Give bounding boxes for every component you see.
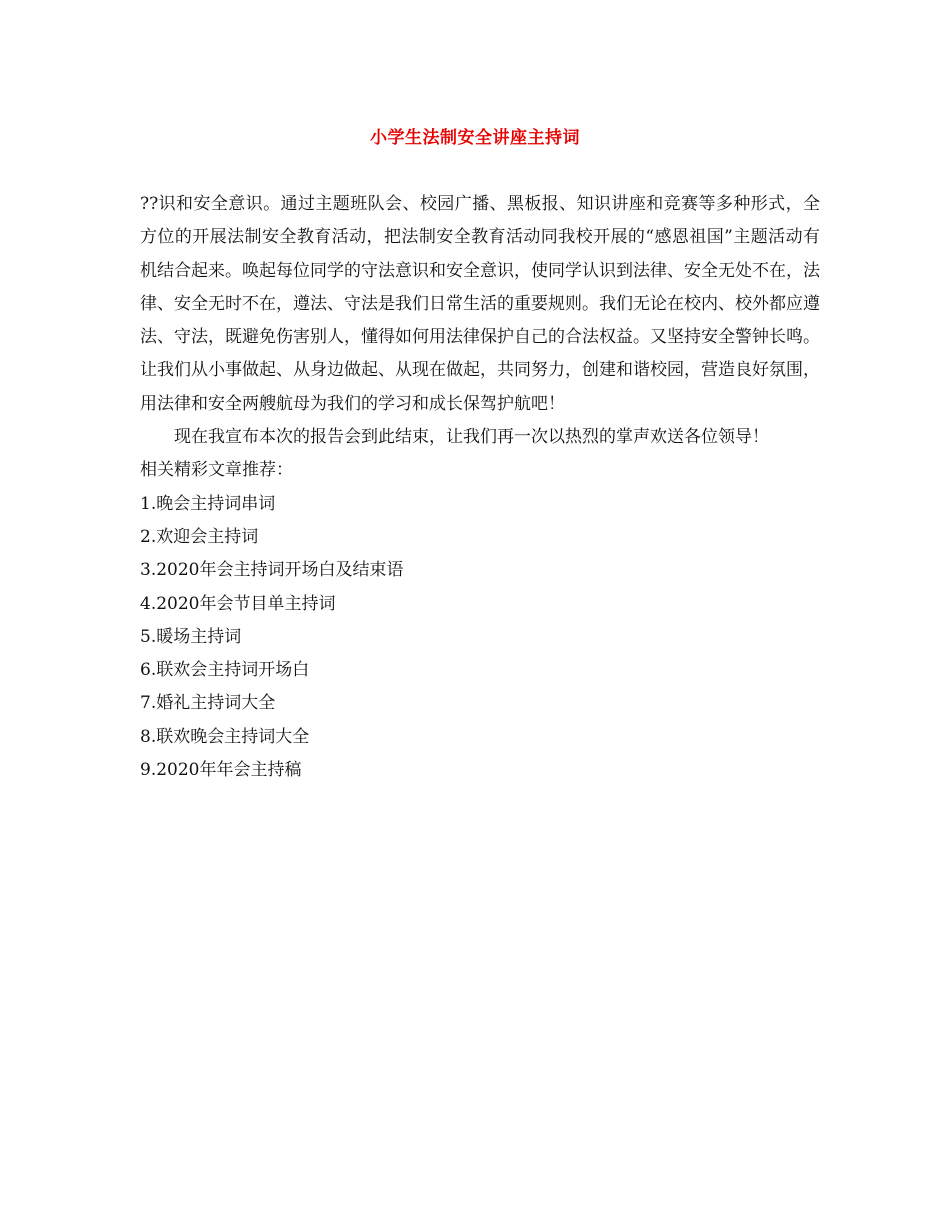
related-article-link[interactable]: 3.2020年会主持词开场白及结束语 bbox=[140, 560, 404, 581]
related-article-link[interactable]: 8.联欢晚会主持词大全 bbox=[140, 726, 310, 747]
related-article-link[interactable]: 6.联欢会主持词开场白 bbox=[140, 660, 310, 681]
related-article-link[interactable]: 7.婚礼主持词大全 bbox=[140, 693, 276, 714]
related-article-link[interactable]: 9.2020年年会主持稿 bbox=[140, 760, 302, 781]
related-articles-heading: 相关精彩文章推荐： bbox=[140, 460, 293, 481]
related-article-link[interactable]: 5.暖场主持词 bbox=[140, 626, 242, 647]
paragraph-conclusion: 现在我宣布本次的报告会到此结束，让我们再一次以热烈的掌声欢送各位领导！ bbox=[174, 427, 769, 448]
document-title: 小学生法制安全讲座主持词 bbox=[370, 128, 580, 148]
document-body bbox=[140, 188, 820, 787]
related-article-link[interactable]: 1.晚会主持词串词 bbox=[140, 493, 276, 514]
related-article-link[interactable]: 4.2020年会节目单主持词 bbox=[140, 593, 336, 614]
paragraph-closing-remarks: ??识和安全意识。通过主题班队会、校园广播、黑板报、知识讲座和竞赛等多种形式，全方位的开展法制安全教育活动，把法制安全教育活动同我校开展的“感恩祖国”主题活动有机结合起来。唤起每位同学的守法意识和安全意识，使同学认识到法律、安全无处不在，法律、安全无时不在，遵法、守法是我们日常生活的重要规则。我们无论在校内、校外都应遵法、守法，既避免伤害别人，懂得如何用法律保护自己的合法权益。又坚持安全警钟长鸣。让我们从小事做起、从身边做起、从现在做起，共同努力，创建和谐校园，营造良好氛围，用法律和安全两艘航母为我们的学习和成长保驾护航吧！ bbox=[140, 194, 820, 414]
related-article-link[interactable]: 2.欢迎会主持词 bbox=[140, 526, 259, 547]
